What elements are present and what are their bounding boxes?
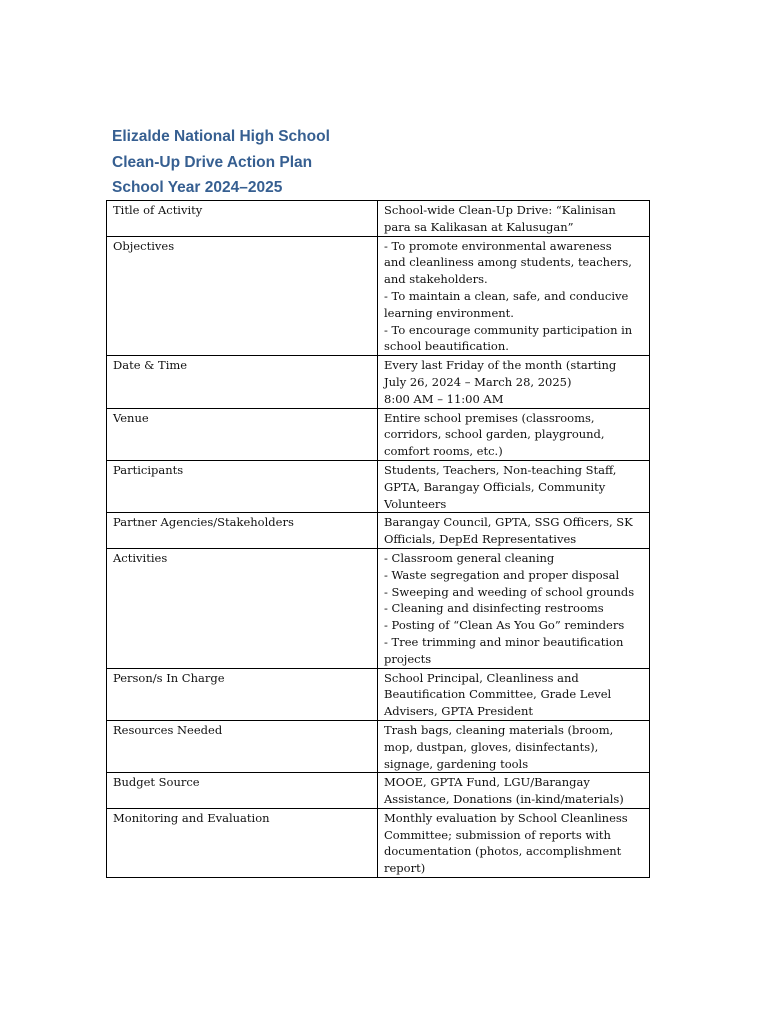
row-label: Resources Needed bbox=[113, 722, 223, 737]
row-value-line: comfort rooms, etc.) bbox=[384, 444, 503, 459]
row-label-cell bbox=[107, 668, 378, 720]
row-label: Monitoring and Evaluation bbox=[113, 810, 270, 825]
school-name: Elizalde National High School bbox=[112, 128, 330, 145]
row-value-cell bbox=[378, 720, 650, 772]
row-value-line: - Classroom general cleaning bbox=[384, 550, 555, 565]
row-value-line: and cleanliness among students, teachers, bbox=[384, 255, 632, 270]
row-value-line: Assistance, Donations (in-kind/materials) bbox=[384, 792, 624, 807]
row-value-line: school beautification. bbox=[384, 339, 509, 354]
document-header bbox=[112, 124, 652, 201]
row-value-line: para sa Kalikasan at Kalusugan” bbox=[384, 219, 574, 234]
row-label: Person/s In Charge bbox=[113, 670, 225, 685]
row-value-cell bbox=[378, 236, 650, 356]
row-value-cell bbox=[378, 773, 650, 809]
row-value-line: mop, dustpan, gloves, disinfectants), bbox=[384, 739, 599, 754]
row-value-cell bbox=[378, 513, 650, 549]
row-label: Objectives bbox=[113, 238, 175, 253]
row-value-line: Volunteers bbox=[384, 496, 447, 511]
table-row bbox=[107, 356, 650, 408]
table-row bbox=[107, 548, 650, 668]
row-value-line: School Principal, Cleanliness and bbox=[384, 670, 579, 685]
row-value-cell bbox=[378, 808, 650, 877]
row-label-cell bbox=[107, 720, 378, 772]
row-value-line: - To maintain a clean, safe, and conducive bbox=[384, 288, 629, 303]
row-value-line: Every last Friday of the month (starting bbox=[384, 358, 617, 373]
row-value-cell bbox=[378, 408, 650, 460]
row-value-line: - To promote environmental awareness bbox=[384, 238, 612, 253]
row-value-line: corridors, school garden, playground, bbox=[384, 427, 605, 442]
table-row bbox=[107, 668, 650, 720]
table-row bbox=[107, 808, 650, 877]
row-value-line: projects bbox=[384, 651, 432, 666]
row-value-line: School-wide Clean-Up Drive: “Kalinisan bbox=[384, 203, 616, 217]
table-row bbox=[107, 408, 650, 460]
row-value-line: July 26, 2024 – March 28, 2025) bbox=[384, 374, 572, 389]
row-value-line: Entire school premises (classrooms, bbox=[384, 410, 595, 425]
row-value-line: documentation (photos, accomplishment bbox=[384, 844, 622, 859]
row-label-cell bbox=[107, 236, 378, 356]
row-value-cell bbox=[378, 548, 650, 668]
row-value-line: signage, gardening tools bbox=[384, 756, 529, 771]
row-value-line: - Posting of “Clean As You Go” reminders bbox=[384, 618, 625, 633]
row-value-line: - Sweeping and weeding of school grounds bbox=[384, 584, 635, 599]
action-plan-table bbox=[106, 200, 650, 878]
row-value-line: - Waste segregation and proper disposal bbox=[384, 567, 620, 582]
row-label-cell bbox=[107, 356, 378, 408]
row-value-line: Beautification Committee, Grade Level bbox=[384, 687, 612, 702]
row-value-line: GPTA, Barangay Officials, Community bbox=[384, 479, 606, 494]
row-label: Venue bbox=[113, 410, 149, 425]
table-row bbox=[107, 773, 650, 809]
row-value-line: Advisers, GPTA President bbox=[384, 704, 534, 719]
table-row bbox=[107, 236, 650, 356]
row-value-line: 8:00 AM – 11:00 AM bbox=[384, 391, 504, 406]
row-label-cell bbox=[107, 408, 378, 460]
row-value-line: Barangay Council, GPTA, SSG Officers, SK bbox=[384, 515, 633, 530]
table-row bbox=[107, 720, 650, 772]
row-label-cell bbox=[107, 201, 378, 237]
row-value-cell bbox=[378, 460, 650, 512]
row-label: Date & Time bbox=[113, 358, 188, 373]
row-value-line: learning environment. bbox=[384, 305, 514, 320]
row-label-cell bbox=[107, 513, 378, 549]
row-value-line: Monthly evaluation by School Cleanliness bbox=[384, 810, 628, 825]
row-label-cell bbox=[107, 773, 378, 809]
row-value-cell bbox=[378, 201, 650, 237]
row-value-line: - Cleaning and disinfecting restrooms bbox=[384, 601, 604, 616]
row-label: Title of Activity bbox=[113, 203, 203, 217]
row-value-line: and stakeholders. bbox=[384, 272, 488, 287]
row-value-line: Committee; submission of reports with bbox=[384, 827, 611, 842]
row-value-line: - Tree trimming and minor beautification bbox=[384, 634, 624, 649]
row-value-line: MOOE, GPTA Fund, LGU/Barangay bbox=[384, 775, 590, 790]
row-value-cell bbox=[378, 668, 650, 720]
row-label: Partner Agencies/Stakeholders bbox=[113, 515, 294, 530]
action-plan-table-body bbox=[107, 201, 650, 878]
table-row bbox=[107, 460, 650, 512]
row-value-line: - To encourage community participation in bbox=[384, 322, 633, 337]
row-label-cell bbox=[107, 548, 378, 668]
row-value-cell bbox=[378, 356, 650, 408]
row-value-line: Students, Teachers, Non-teaching Staff, bbox=[384, 462, 617, 477]
row-label: Budget Source bbox=[113, 775, 200, 790]
row-value-line: Trash bags, cleaning materials (broom, bbox=[384, 722, 614, 737]
school-year: School Year 2024–2025 bbox=[112, 179, 283, 196]
table-row bbox=[107, 513, 650, 549]
row-label-cell bbox=[107, 808, 378, 877]
plan-title: Clean-Up Drive Action Plan bbox=[112, 153, 313, 171]
row-label: Activities bbox=[113, 550, 168, 565]
row-value-line: report) bbox=[384, 861, 426, 876]
table-row bbox=[107, 201, 650, 237]
row-label-cell bbox=[107, 460, 378, 512]
row-label: Participants bbox=[113, 462, 184, 477]
row-value-line: Officials, DepEd Representatives bbox=[384, 532, 577, 547]
